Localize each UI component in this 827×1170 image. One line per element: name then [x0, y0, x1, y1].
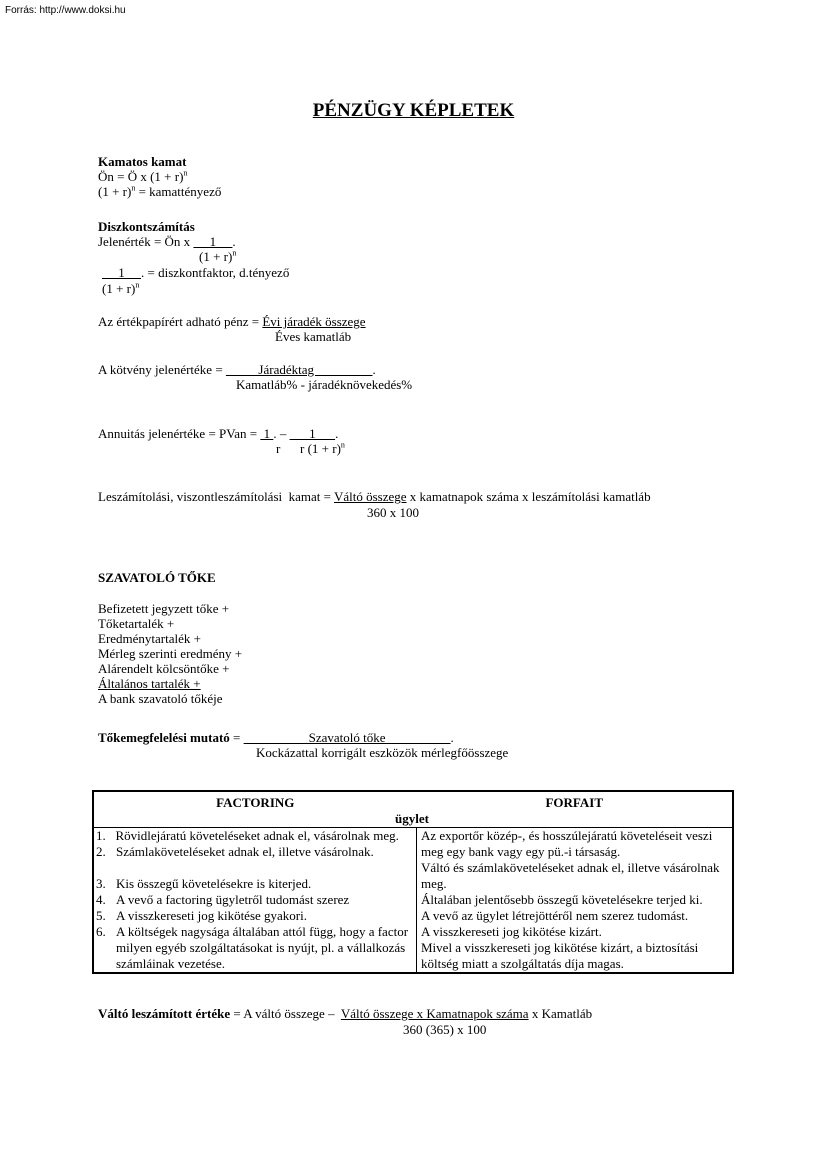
list-item: Váltó és számlaköveteléseket adnak el, illetve vásárolnak meg. — [421, 860, 720, 891]
list-item: 4. A vevő a factoring ügyletről tudomást szerez — [96, 892, 350, 907]
ertekpapir-formula: Az értékpapírért adható pénz = Évi járadék összege — [98, 314, 366, 329]
list-item: A vevő az ügylet létrejöttéről nem szerez tudomást. — [421, 908, 689, 923]
leszamitolasi-denominator: 360 x 100 — [367, 505, 419, 520]
szavatolo-list — [98, 601, 242, 706]
header-ugylet: ügylet — [93, 811, 733, 828]
leszamitolasi-formula: Leszámítolási, viszontleszámítolási kamat = Váltó összege x kamatnapok száma x leszámítolási kamatláb — [98, 489, 651, 504]
factoring-column — [93, 828, 417, 974]
szavatolo-item-underlined: Általános tartalék + — [98, 676, 201, 691]
tokemegfeleles-denominator: Kockázattal korrigált eszközök mérlegfőösszege — [256, 745, 509, 760]
table-subheader-row — [93, 811, 733, 828]
tokemegfeleles-formula: Tőkemegfelelési mutató = Szavatoló tőke . — [98, 730, 454, 745]
annuitas-formula: Annuitás jelenértéke = PVan = 1 . – 1 . — [98, 426, 339, 441]
list-item: 3. Kis összegű követelésekre is kiterjed. — [96, 876, 312, 891]
diszkontfaktor-formula: 1 . = diszkontfaktor, d.tényező — [102, 265, 290, 280]
valto-formula: Váltó leszámított értéke = A váltó összege – Váltó összege x Kamatnapok száma x Kamatláb — [98, 1006, 593, 1021]
list-item: Általában jelentősebb összegű követelésekre terjed ki. — [421, 892, 703, 907]
list-item: A visszkereseti jog kikötése kizárt. — [421, 924, 602, 939]
szavatolo-item: Befizetett jegyzett tőke + — [98, 601, 230, 616]
table-body-row — [93, 828, 733, 974]
szavatolo-item: Tőketartalék + — [98, 616, 175, 631]
jelenertek-denominator: $(1 + r)^n$ — [199, 248, 237, 264]
szavatolo-result: A bank szavatoló tőkéje — [98, 691, 223, 706]
kotveny-formula: A kötvény jelenértéke = Járadéktag . — [98, 362, 376, 377]
kamattenyezo-formula: $(1 + r)^n$ = kamattényező — [98, 183, 222, 199]
szavatolo-item: Eredménytartalék + — [98, 631, 201, 646]
jelenertek-formula: Jelenérték = Ön x 1 . — [98, 234, 236, 249]
annuitas-denominator-1: r — [276, 441, 281, 456]
table-header-row — [93, 791, 733, 811]
forfait-column — [417, 828, 734, 974]
factoring-forfait-table — [92, 790, 734, 974]
list-item: 2. Számlaköveteléseket adnak el, illetve vásárolnak. — [96, 844, 374, 859]
header-forfait: FORFAIT — [545, 795, 604, 810]
annuitas-denominator-2: r $(1 + r)^n$ — [300, 440, 345, 456]
diszkont-heading: Diszkontszámítás — [98, 219, 195, 234]
list-item: Mivel a visszkereseti jog kikötése kizárt, a biztosítási költség miatt a szolgáltatás díja magas. — [421, 940, 699, 971]
valto-denominator: 360 (365) x 100 — [403, 1022, 487, 1037]
ertekpapir-denominator: Éves kamatláb — [275, 329, 352, 344]
list-item: Az exportőr közép-, és hosszúlejáratú követeléseit veszi meg egy bank vagy egy pü.-i társaság. — [421, 828, 713, 859]
szavatolo-heading: SZAVATOLÓ TŐKE — [98, 570, 216, 585]
list-item: 1. Rövidlejáratú követeléseket adnak el, vásárolnak meg. — [96, 828, 399, 843]
kamatos-heading: Kamatos kamat — [98, 154, 187, 169]
kotveny-denominator: Kamatláb% - járadéknövekedés% — [236, 377, 413, 392]
list-item: 6. A költségek nagysága általában attól függ, hogy a factor milyen egyéb szolgáltatásokat is nyújt, pl. a vállalkozás számláinak vezetése. — [96, 924, 409, 971]
diszkontfaktor-denominator: $(1 + r)^n$ — [102, 280, 140, 296]
page-title: PÉNZÜGY KÉPLETEK — [312, 100, 515, 121]
kamatos-formula: Ön = Ö x $(1 + r)^n$ — [98, 168, 188, 184]
source-url: Forrás: http://www.doksi.hu — [5, 5, 126, 16]
szavatolo-item: Alárendelt kölcsöntőke + — [98, 661, 230, 676]
list-item: 5. A visszkereseti jog kikötése gyakori. — [96, 908, 307, 923]
header-factoring: FACTORING — [216, 795, 295, 810]
szavatolo-item: Mérleg szerinti eredmény + — [98, 646, 243, 661]
